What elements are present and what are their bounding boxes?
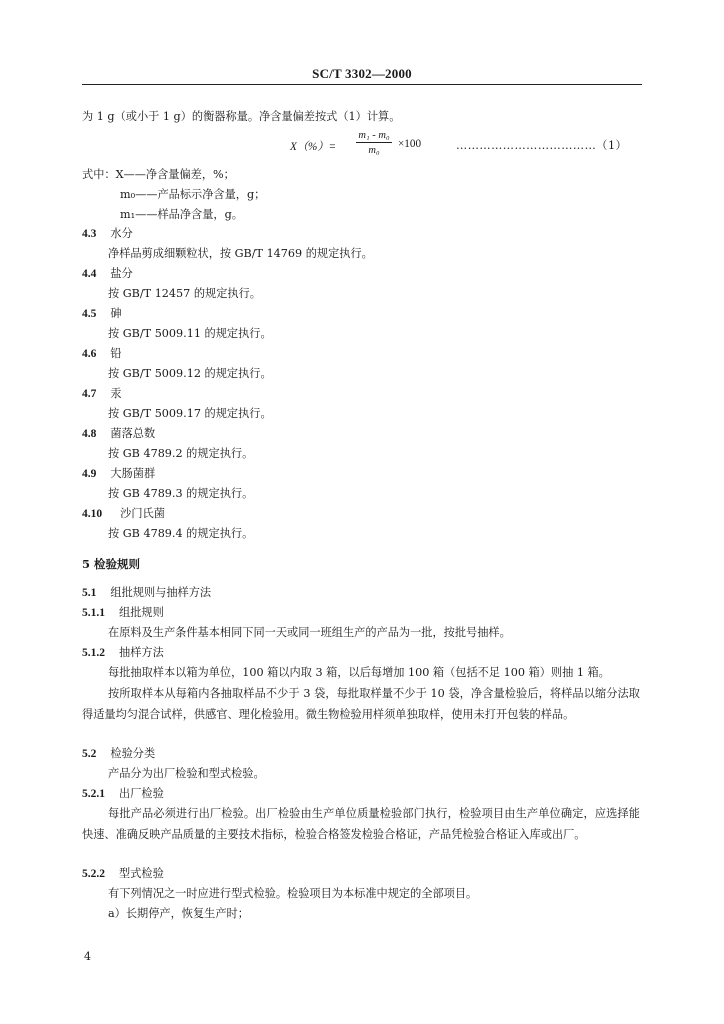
section-body: 在原料及生产条件基本相同下同一天或同一班组生产的产品为一批，按批号抽样。 — [108, 626, 511, 639]
section-heading — [82, 787, 164, 801]
paragraph: 按所取样本从每箱内各抽取样品不少于 3 袋，每批取样量不少于 10 袋，净含量检验后，将样品以缩分法取得适量均匀混合试样，供感官、理化检验用。微生物检验用样须单独取样，使用未打开包装的样品。 — [82, 687, 640, 721]
section-title: 菌落总数 — [110, 427, 156, 440]
section-title: 大肠菌群 — [110, 467, 156, 480]
paragraph: 每批产品必须进行出厂检验。出厂检验由生产单位质量检验部门执行，检验项目由生产单位确定，应选择能快速、准确反映产品质量的主要技术指标，检验合格签发检验合格证，产品凭检验合格证入库或出厂。 — [82, 807, 640, 841]
section-number: 4.5 — [82, 308, 97, 320]
section-body: 按 GB/T 5009.17 的规定执行。 — [108, 407, 272, 420]
section-number: 4.3 — [82, 228, 97, 240]
section-body: 按 GB/T 12457 的规定执行。 — [108, 287, 261, 300]
section-title: 铅 — [110, 347, 122, 360]
section-heading — [82, 307, 122, 321]
formula-lhs: X（%）= — [290, 141, 337, 153]
section-body: 按 GB 4789.3 的规定执行。 — [108, 487, 254, 500]
page-number: 4 — [84, 950, 91, 963]
where-line-1: 式中：X——净含量偏差，%； — [82, 168, 235, 181]
formula-denominator: m₀ — [368, 145, 380, 156]
section-title: 抽样方法 — [119, 646, 164, 659]
section-number: 4.10 — [82, 508, 103, 520]
section-number: 4.6 — [82, 348, 97, 360]
header-rule — [82, 84, 642, 85]
section-title: 沙门氏菌 — [120, 507, 165, 520]
standard-code-header: SC/T 3302—2000 — [312, 66, 412, 81]
section-number: 4.7 — [82, 388, 97, 400]
section-heading — [82, 427, 155, 441]
where-line-3: m₁——样品净含量，g。 — [120, 208, 243, 221]
section-heading — [82, 586, 211, 600]
section-body: 按 GB/T 5009.11 的规定执行。 — [108, 327, 272, 340]
section-title: 水分 — [110, 227, 133, 240]
section-title: 组批规则 — [119, 606, 164, 619]
intro-line: 为 1 g（或小于 1 g）的衡器称量。净含量偏差按式（1）计算。 — [82, 110, 401, 123]
paragraph: 每批抽取样本以箱为单位，100 箱以内取 3 箱，以后每增加 100 箱（包括不足 100 箱）则抽 1 箱。 — [108, 666, 610, 679]
section-heading — [82, 347, 122, 361]
section-heading — [82, 227, 133, 241]
section-body: 有下列情况之一时应进行型式检验。检验项目为本标准中规定的全部项目。 — [108, 887, 478, 900]
section-title: 汞 — [110, 387, 122, 400]
section-number: 5.2.1 — [82, 788, 105, 800]
fraction-bar — [356, 142, 392, 143]
section-number: 5.1.2 — [82, 647, 105, 659]
section-heading — [82, 507, 165, 521]
section-number: 4.8 — [82, 428, 97, 440]
section-title: 检验分类 — [110, 747, 156, 760]
formula-numerator: m₁ - m₀ — [358, 130, 390, 141]
section-heading — [82, 467, 155, 481]
section-title: 砷 — [110, 307, 122, 320]
formula-fraction — [356, 130, 392, 156]
section-body: 按 GB 4789.4 的规定执行。 — [108, 527, 254, 540]
section-body: 按 GB/T 5009.12 的规定执行。 — [108, 367, 272, 380]
section-heading — [82, 867, 164, 881]
section-heading — [82, 606, 164, 620]
section-heading — [82, 747, 155, 761]
section-number: 5.2.2 — [82, 868, 105, 880]
section-heading — [82, 646, 164, 660]
list-item: a）长期停产，恢复生产时； — [108, 907, 249, 920]
section-heading — [82, 267, 133, 281]
section-title: 型式检验 — [119, 867, 164, 880]
section-number: 5.1 — [82, 587, 97, 599]
where-line-2: m₀——产品标示净含量，g； — [120, 188, 266, 201]
section-number: 5.2 — [82, 748, 97, 760]
section-body: 产品分为出厂检验和型式检验。 — [108, 767, 265, 780]
equation-number: ………………………………（1） — [456, 139, 628, 152]
section-number: 4.4 — [82, 268, 97, 280]
section-title: 组批规则与抽样方法 — [110, 586, 212, 599]
section-heading — [82, 387, 122, 401]
section-title: 出厂检验 — [119, 787, 164, 800]
section-number: 4.9 — [82, 468, 97, 480]
chapter-heading: 5 检验规则 — [82, 557, 141, 571]
section-body: 按 GB 4789.2 的规定执行。 — [108, 447, 254, 460]
section-body: 净样品剪成细颗粒状，按 GB/T 14769 的规定执行。 — [108, 247, 373, 260]
section-title: 盐分 — [110, 267, 133, 280]
section-number: 5.1.1 — [82, 607, 105, 619]
formula-rhs: ×100 — [398, 138, 422, 150]
